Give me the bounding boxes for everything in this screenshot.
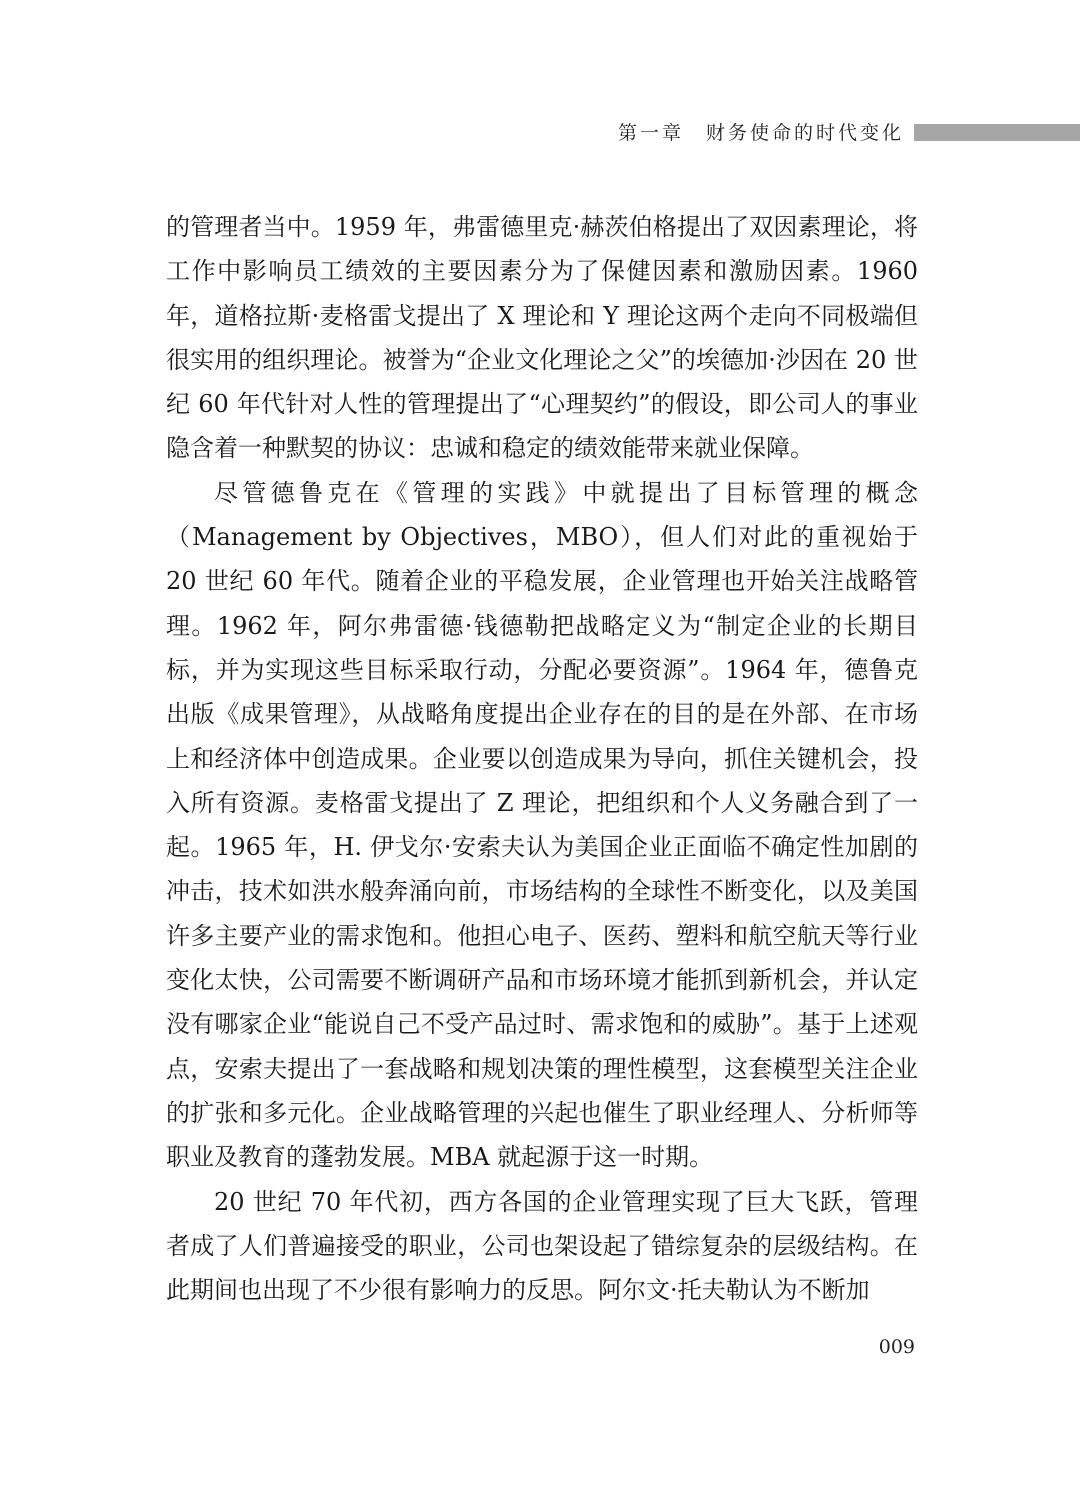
header-gray-bar bbox=[914, 124, 1080, 141]
paragraph-1: 的管理者当中。1959 年，弗雷德里克·赫茨伯格提出了双因素理论，将工作中影响员工绩效的主要因素分为了保健因素和激励因素。1960 年，道格拉斯·麦格雷戈提出了 X 理论和 Y 理论这两个走向不同极端但很实用的组织理论。被誉为“企业文化理论之父”的埃德加·沙因在 20 世纪 60 年代针对人性的管理提出了“心理契约”的假设，即公司人的事业隐含着一种默契的协议：忠诚和稳定的绩效能带来就业保障。 bbox=[166, 213, 918, 463]
paragraph-3: 20 世纪 70 年代初，西方各国的企业管理实现了巨大飞跃，管理者成了人们普遍接受的职业，公司也架设起了错综复杂的层级结构。在此期间也出现了不少很有影响力的反思。阿尔文·托夫勒认为不断加 bbox=[166, 1187, 918, 1305]
paragraph-2: 尽管德鲁克在《管理的实践》中就提出了目标管理的概念（Management by Objectives，MBO），但人们对此的重视始于 20 世纪 60 年代。随着企业的平稳发展，企业管理也开始关注战略管理。1962 年，阿尔弗雷德·钱德勒把战略定义为“制定企业的长期目标，并为实现这些目标采取行动，分配必要资源”。1964 年，德鲁克出版《成果管理》，从战略角度提出企业存在的目的是在外部、在市场上和经济体中创造成果。企业要以创造成果为导向，抓住关键机会，投入所有资源。麦格雷戈提出了 Z 理论，把组织和个人义务融合到了一起。1965 年，H. 伊戈尔·安索夫认为美国企业正面临不确定性加剧的冲击，技术如洪水般奔涌向前，市场结构的全球性不断变化，以及美国许多主要产业的需求饱和。他担心电子、医药、塑料和航空航天等行业变化太快，公司需要不断调研产品和市场环境才能抓到新机会，并认定没有哪家企业“能说自己不受产品过时、需求饱和的威胁”。基于上述观点，安索夫提出了一套战略和规划决策的理性模型，这套模型关注企业的扩张和多元化。企业战略管理的兴起也催生了职业经理人、分析师等职业及教育的蓬勃发展。MBA 就起源于这一时期。 bbox=[166, 478, 918, 1172]
chapter-title: 第一章 财务使命的时代变化 bbox=[617, 122, 904, 144]
page-number: 009 bbox=[878, 1336, 915, 1358]
body-text bbox=[166, 205, 918, 1312]
running-header bbox=[0, 118, 1080, 148]
